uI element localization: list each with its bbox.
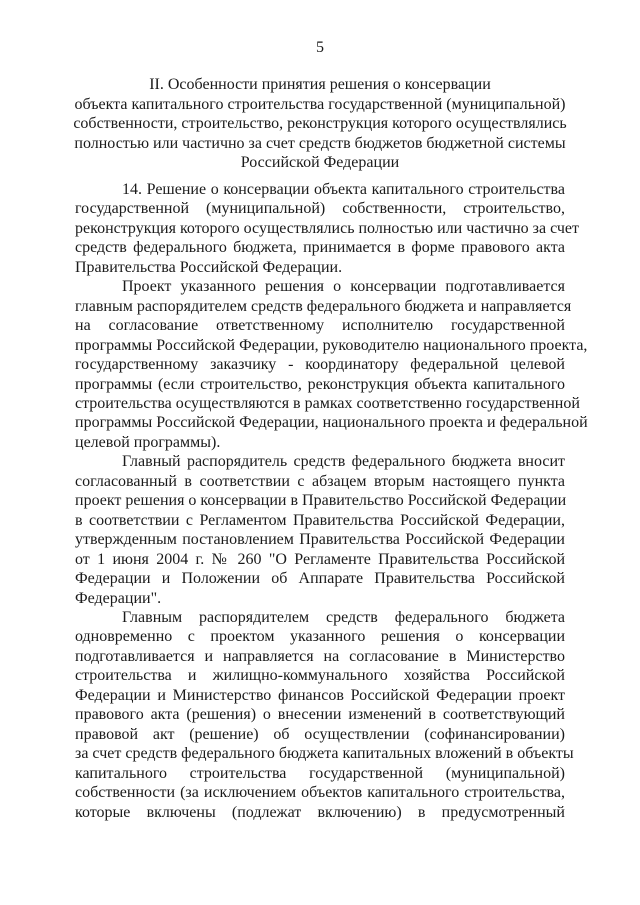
heading-line: собственности, строительство, реконструкция которого осуществлялись: [73, 115, 567, 132]
paragraph-line: за счет средств федерального бюджета капитальных вложений в объекты: [75, 745, 574, 763]
paragraph-line: проект решения о консервации в Правительство Российской Федерации: [75, 492, 567, 510]
paragraph-line: программы Российской Федерации, национального проекта и федеральной: [75, 414, 588, 432]
heading-line: II. Особенности принятия решения о консервации: [149, 76, 491, 93]
paragraph-line: Проект указанного решения о консервации подготавливается: [122, 278, 565, 296]
paragraph-line: реконструкция которого осуществлялись полностью или частично за счет: [75, 219, 579, 237]
paragraph-line: одновременно с проектом указанного решения о консервации: [75, 628, 565, 646]
paragraph-line: которые включены (подлежат включению) в предусмотренный: [75, 803, 565, 821]
paragraph-line: главным распорядителем средств федерального бюджета и направляется: [75, 297, 572, 315]
paragraph-line: Главным распорядителем средств федерального бюджета: [122, 608, 565, 626]
paragraph-line: государственной (муниципальной) собственности, строительство,: [75, 200, 565, 218]
paragraph-line: строительства осуществляются в рамках соответственно государственной: [75, 394, 580, 412]
paragraph-line: капитального строительства государственной (муниципальной): [75, 764, 565, 782]
paragraph-line: утвержденным постановлением Правительства Российской Федерации: [75, 531, 565, 549]
paragraph-line: Правительства Российской Федерации.: [75, 258, 343, 276]
paragraph-line: Федерации и Положении об Аппарате Правительства Российской: [75, 570, 565, 588]
section-heading: [70, 75, 570, 173]
paragraph-line: Главный распорядитель средств федерального бюджета вносит: [122, 453, 565, 471]
paragraph-line: правовой акт (решение) об осуществлении (софинансировании): [75, 725, 565, 743]
paragraph-line: Федерации".: [75, 589, 162, 607]
paragraph-line: правового акта (решения) о внесении изменений в соответствующий: [75, 706, 565, 724]
paragraph-line: подготавливается и направляется на согласование в Министерство: [75, 647, 565, 665]
paragraph-line: от 1 июня 2004 г. № 260 "О Регламенте Правительства Российской: [75, 550, 565, 568]
paragraph: [75, 608, 574, 822]
paragraph-line: целевой программы).: [75, 433, 221, 451]
paragraph-line: на согласование ответственному исполнителю государственной: [75, 317, 565, 335]
heading-line: объекта капитального строительства государственной (муниципальной): [74, 95, 566, 113]
paragraph: [75, 277, 588, 452]
paragraph-line: программы Российской Федерации, руководителю национального проекта,: [75, 336, 588, 354]
heading-line: Российской Федерации: [240, 154, 400, 171]
paragraph-line: программы (если строительство, реконструкция объекта капитального: [75, 375, 565, 393]
paragraph-line: средств федерального бюджета, принимается в форме правового акта: [75, 239, 565, 257]
document-body: [75, 180, 588, 822]
heading-line: полностью или частично за счет средств бюджетов бюджетной системы: [74, 134, 566, 152]
paragraph-line: 14. Решение о консервации объекта капитального строительства: [122, 181, 565, 198]
paragraph: [75, 452, 565, 608]
page-number: 5: [316, 39, 324, 56]
paragraph: [75, 180, 579, 277]
paragraph-line: в соответствии с Регламентом Правительства Российской Федерации,: [75, 511, 565, 529]
paragraph-line: государственному заказчику - координатору федеральной целевой: [75, 356, 565, 374]
paragraph-line: строительства и жилищно-коммунального хозяйства Российской: [75, 667, 565, 685]
paragraph-line: Федерации и Министерство финансов Российской Федерации проект: [75, 686, 565, 704]
paragraph-line: согласованный в соответствии с абзацем вторым настоящего пункта: [75, 472, 565, 490]
paragraph-line: собственности (за исключением объектов капитального строительства,: [75, 784, 565, 802]
